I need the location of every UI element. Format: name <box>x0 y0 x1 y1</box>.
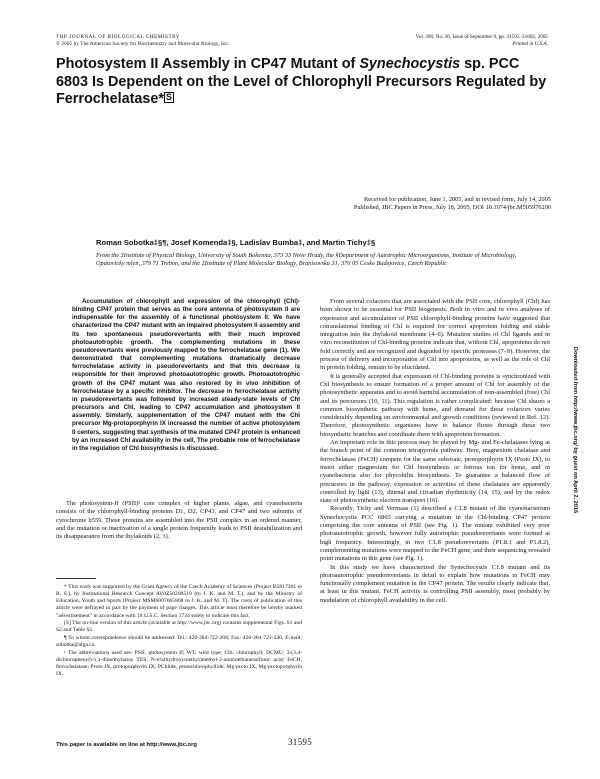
download-watermark <box>570 280 580 580</box>
page-number: 31595 <box>288 737 312 747</box>
issue-header <box>416 34 548 48</box>
download-watermark-text: Downloaded from http://www.jbc.org/ by guest on April 2, 2016 <box>572 346 578 514</box>
footnote-divider <box>56 578 96 579</box>
journal-header <box>56 34 229 48</box>
supplemental-symbol-icon: S <box>166 92 173 102</box>
volume-line: Vol. 280, No. 36, Issue of September 9, pp. 31595–31602, 2005 <box>415 34 548 40</box>
right-column <box>320 298 550 605</box>
received-line: Received for publication, June 1, 2005, and in revised form, July 14, 2005 <box>364 196 551 203</box>
journal-name: THE JOURNAL OF BIOLOGICAL CHEMISTRY <box>56 34 181 40</box>
author-list: Roman Sobotka‡§¶, Josef Komenda‡§, Ladislav Bumba‡, and Martin Tichy‡§ <box>96 238 376 247</box>
body-paragraph: From several cofactors that are associated with the PSII core, chlorophyll (Chl) has been shown to be essential for PSII biogenesis. Both in vitro and in vivo analyses of expression and accumulation of PSII chlorophyll-binding proteins have suggested that cotranslational binding of Chl is required for correct apoprotein folding and stable integration into the thylakoid membrane (4–6). Mutation studies of Chl ligands and in vitro reconstitution of Chl-binding proteins indicate that, without Chl, apoproteins do not fold correctly and are recognized and degraded by specific proteases (7–9). However, the process of delivery and incorporation of Chl into apoproteins, as well as the role of Chl in protein folding, remain to be elucidated. <box>320 298 550 372</box>
footnote-correspondence: ¶ To whom correspondence should be addressed: Tel.: 420-384-722-268; Fax: 420-384-721-246; E-mail: sobotka@alga.cz. <box>56 635 302 649</box>
footnote-abbreviations: ¹ The abbreviations used are: PSII, photosystem II; WT, wild type; Chl, chlorophyll; DCMU, 3-(3,4-dichlorophenyl)-1,1-dimethylurea; TES, N-tris(hydroxymethyl)methyl-2-aminoethanesulfonic acid; FeCH, ferrochelatase; Proto IX, protoporphyrin IX; PChlide, protochlorophyllide; Mg-proto IX, Mg-protoporphyrin IX. <box>56 649 302 678</box>
introduction-paragraph: The photosystem-II (PSII)¹ core complex of higher plants, algae, and cyanobacteria consists of the chlorophyll-binding proteins D1, D2, CP43, and CP47 and two subunits of cytochrome b559. These proteins are assembled into the PSII complex in an ordered manner, and the mutation or inactivation of a single protein frequently leads to PSII destabilization and its disappearance from the thylakoids (2, 3). <box>56 500 302 541</box>
body-paragraph: An important role in this process may be played by Mg- and Fe-chelatases lying at the branch point of the common tetrapyrrole pathway. Here, magnesium chelatase and ferrochelatase (FeCH) compete for the same substrate, protoporphyrin IX (Proto IX), to insert either magnesium for Chl biosynthesis or ferrous ion for heme, and in cyanobacteria also for phycobilin biosynthesis. To guarantee a balanced flow of precursors in the pathway, expression or activities of these chelatases are apparently controlled by light (13), diurnal and circadian rhythmicity (14, 15), and by the redox state of photosynthetic electron transport (16). <box>320 439 550 505</box>
availability-note: This paper is available on line at http://www.jbc.org <box>56 742 197 748</box>
footnotes <box>56 584 302 679</box>
title-part-1: Photosystem II Assembly in CP47 Mutant of <box>56 56 360 72</box>
copyright-line: © 2005 by The American Society for Biochemistry and Molecular Biology, Inc. <box>56 41 230 47</box>
received-dates <box>131 196 551 213</box>
body-paragraph: Recently, Tichy and Vermaas (1) described a C1.8 mutant of the cyanobacterium Synechocystis PCC 6803 carrying a mutation in the Chl-binding CP47 protein comprising the core antenna of PSII (see Fig. 1). The mutant exhibited very poor photoautotrophic growth, however fully autotrophic pseudorevertants were formed at high frequency. Interestingly, in two C1.8 pseudorevertants (P1.8.1 and P1.8.2), complementing mutations were mapped to the FeCH gene, and their sequencing revealed point mutations in this gene (see Fig. 1). <box>320 505 550 563</box>
footnote-funding: * This work was supported by the Grant Agency of the Czech Academy of Sciences (Project B5817301 to R. S.), by Institutional Research Concept AV0Z50200510 (to J. K. and M. T.), and by the Ministry of Education, Youth and Sports (Project MSM6007665808 to J. K. and M. T). The costs of publication of this article were defrayed in part by the payment of page charges. This article must therefore be hereby marked "advertisement" in accordance with 18 U.S.C. Section 1734 solely to indicate this fact. <box>56 584 302 619</box>
title-species: Synechocystis <box>359 56 461 72</box>
article-title <box>56 56 552 109</box>
abstract: Accumulation of chlorophyll and expression of the chlorophyll (Chl)-binding CP47 protein that serves as the core antenna of photosystem II are indispensable for the assembly of a functional photosystem II. We have characterized the CP47 mutant with an impaired photosystem II assembly and its two spontaneous pseudorevertants with their much improved photoautotrophic growth. The complementing mutations in these pseudorevertants were previously mapped to the ferrochelatase gene (1). We demonstrated that complementing mutations dramatically decrease ferrochelatase activity in pseudorevertants and that this decrease is responsible for their improved photoautotrophic growth. Photoautotrophic growth of the CP47 mutant was also restored by in vivo inhibition of ferrochelatase by a specific inhibitor. The decrease in ferrochelatase activity in pseudorevertants was followed by increased steady-state levels of Chl precursors and Chl, leading to CP47 accumulation and photosystem II assembly. Similarly, supplementation of the CP47 mutant with the Chl precursor Mg-protoporphyrin IX increased the number of active photosystem II centers, suggesting that synthesis of the mutated CP47 protein is enhanced by an increased Chl availability in the cell. The probable role of ferrochelatase in the regulation of Chl biosynthesis is discussed. <box>72 298 300 452</box>
footnote-supplemental: [S] The on-line version of this article (available at http://www.jbc.org) contains supplemental Figs. S1 and S2 and Table S1. <box>56 620 302 634</box>
title-part-2: sp. PCC 6803 Is Dependent on the Level of Chlorophyll Precursors Regulated by Ferrochelatase* <box>56 56 547 107</box>
body-paragraph: In this study we have characterized the Synechocystis C1.8 mutant and its photoautotrophic pseudorevertants in detail to explain how mutations in FeCH may functionally complement mutation in the CP47 protein. The results clearly indicate that, at least in this mutant, FeCH activity is controlling PSII assembly, most probably by modulation of chlorophyll availability in the cell. <box>320 563 550 604</box>
body-paragraph: It is generally accepted that expression of Chl-binding proteins is synchronized with Chl biosynthesis to ensure formation of a proper amount of Chl for assembly of the photosynthetic apparatus and to avoid harmful accumulation of non-assembled (free) Chl and its precursors (10, 11). This regulation is rather complicated: because Chl shares a common biosynthetic pathway with heme, and demand for these cofactors varies considerably depending on environmental and growth conditions (reviewed in Ref. 12). Therefore, photosynthetic organisms have to balance fluxes through these two biosynthetic branches and coordinate them with apoprotein formation. <box>320 372 550 438</box>
printed-line: Printed in U.S.A. <box>512 41 548 47</box>
published-line: Published, JBC Papers in Press, July 18, 2005, DOI 10.1074/jbc.M505976200 <box>353 204 551 212</box>
affiliations: From the ‡Institute of Physical Biology, University of South Bohemia, 373 33 Nove Hrady, the §Department of Autotrophic Microorganisms, Institute of Microbiology, Opatovicky mlyn, 379 71 Trebon, and the ‡Institute of Plant Molecular Biology, Branisovska 31, 370 05 Ceske Budejovice, Czech Republic <box>96 252 517 268</box>
